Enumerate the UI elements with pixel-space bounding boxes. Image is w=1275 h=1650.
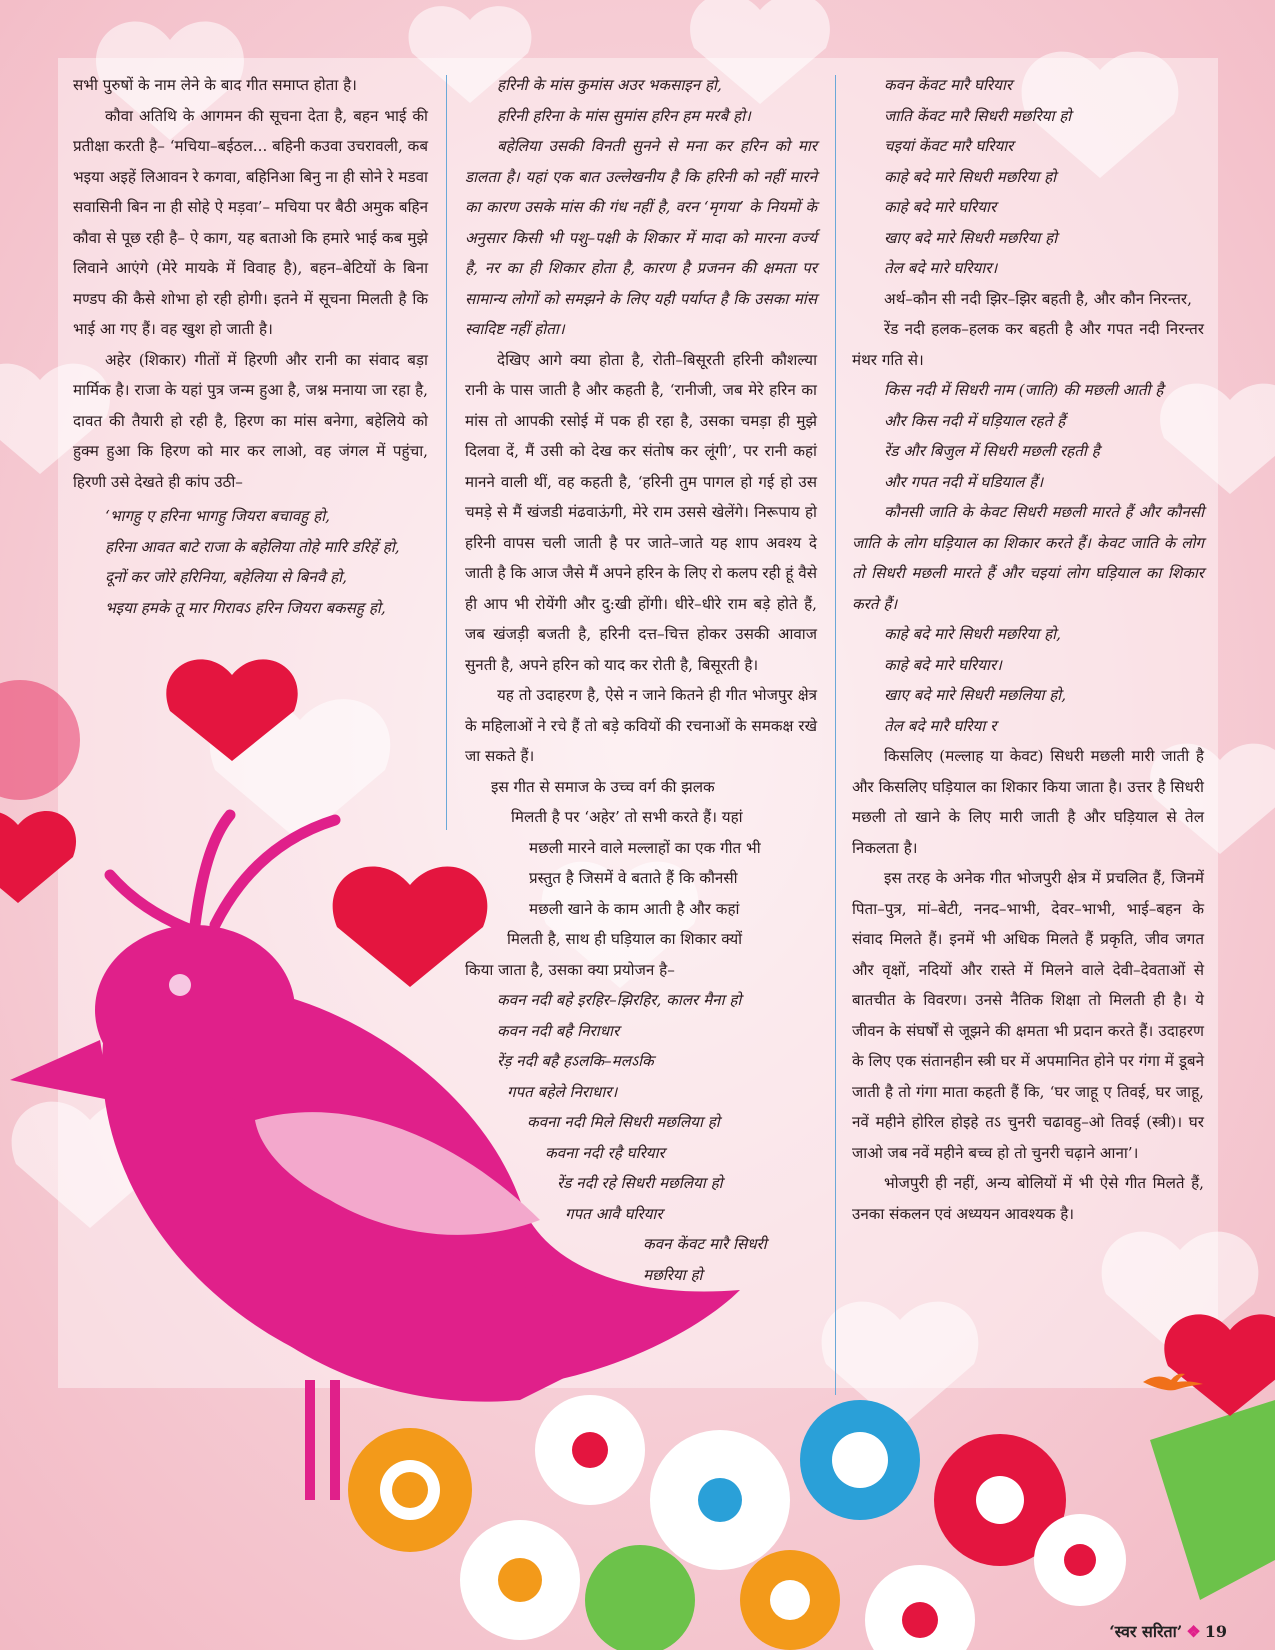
verse-line: गपत आवै घरियार (565, 1204, 663, 1223)
verse-line: कवन केंवट मारै सिधरी (643, 1235, 767, 1253)
italic-line: खाए बदे मारे सिधरी मछलिया हो, (884, 686, 1067, 704)
paragraph-line: मिलती है, साथ ही घड़ियाल का शिकार क्यों (507, 930, 743, 948)
verse-line: हरिना आवत बाटे राजा के बहेलिया तोहे मारि डरिहें हो, (105, 537, 400, 556)
verse-line: जाति केंवट मारै सिधरी मछरिया हो (884, 106, 1072, 125)
paragraph: बहेलिया उसकी विनती सुनने से मना कर हरिन को मार डालता है। यहां एक बात उल्लेखनीय है कि हरिनी को नहीं मारने का कारण उसके मांस की गंध नहीं है, वरन ‘मृगया’ के नियमों के अनुसार किसी भी पशु–पक्षी के शिकार में मादा को मारना वर्ज्य है, नर का ही शिकार होता है, कारण है प्रजनन की क्षमता पर सामान्य लोगों को समझने के लिए यही पर्याप्त है कि उसका मांस स्वादिष्ट नहीं होता। (465, 137, 817, 338)
verse-line: रेंड़ नदी बहै हऽलकि–मलऽकि (497, 1052, 654, 1070)
italic-line: काहे बदे मारे घरियार। (884, 655, 1002, 674)
song-verse (73, 501, 428, 623)
paragraph-line: मछली खाने के काम आती है और कहां (529, 899, 740, 918)
paragraph: देखिए आगे क्या होता है, रोती–बिसूरती हरिनी कौशल्या रानी के पास जाती है और कहती है, ‘रानीजी, जब मेरे हरिन का मांस तो आपकी रसोई में पक ही रहा है, उसका चमड़ा ही मुझे दिलवा दें, मैं उसी को देख कर संतोष कर लूंगी’, पर रानी कहां मानने वाली थीं, वह कहती है, ‘हरिनी तुम पागल हो गई हो उस चमड़े से मैं खंजडी मंढवाऊंगी, मेरे राम उससे खेलेंगे। निरूपाय हो हरिनी वापस चली जाती है पर जाते–जाते यह शाप अवश्य दे जाती है कि आज जैसे मैं अपने हरिन के लिए रो कलप रही हूं वैसे ही आप भी रोयेंगी और दु:खी होंगी। धीरे–धीरे राम बड़े होते हैं, जब खंजड़ी बजती है, हरिनी दत्त–चित्त होकर उसकी आवाज सुनती है, अपने हरिन को याद कर रोती है, बिसूरती है। (465, 350, 817, 674)
verse-line: हरिनी हरिना के मांस सुमांस हरिन हम मरबै हो। (497, 106, 751, 125)
italic-line: काहे बदे मारे सिधरी मछरिया हो, (884, 625, 1061, 643)
italic-line: रेंड और बिजुल में सिधरी मछली रहती है (884, 442, 1100, 460)
verse-line: कवन नदी बहै निराधार (497, 1021, 620, 1040)
verse-line: रेंड नदी रहे सिधरी मछलिया हो (557, 1174, 723, 1192)
column-rule-2 (835, 75, 836, 1395)
verse-line: तेल बदे मारे घरियार। (884, 259, 998, 277)
verse-line: हरिनी के मांस कुमांस अउर भकसाइन हो, (497, 76, 722, 94)
verse-line: कवन केंवट मारै घरियार (884, 76, 1013, 94)
verse-line: भइया हमके तू मार गिरावऽ हरिन जियरा बकसहु हो, (105, 598, 386, 617)
text-column-2 (465, 70, 817, 1290)
verse-line: दूनों कर जोरे हरिनिया, बहेलिया से बिनवै हो, (105, 568, 347, 586)
verse-line: ‘भागहु ए हरिना भागहु जियरा बचावहु हो, (105, 507, 330, 525)
paragraph: अर्थ–कौन सी नदी झिर–झिर बहती है, और कौन निरन्तर, (884, 289, 1192, 308)
column-rule-1 (446, 75, 447, 830)
verse-line: मछरिया हो (643, 1265, 703, 1284)
paragraph-line: मछली मारने वाले मल्लाहों का एक गीत भी (529, 838, 761, 857)
verse-line: कवना नदी मिले सिधरी मछलिया हो (527, 1113, 720, 1131)
page-footer (1109, 1620, 1227, 1642)
verse-line: कवन नदी बहे इरहिर–झिरहिर, कालर मैना हो (497, 991, 742, 1009)
paragraph: किसलिए (मल्लाह या केवट) सिधरी मछली मारी जाती है और किसलिए घड़ियाल का शिकार किया जाता है। उत्तर है सिधरी मछली तो खाने के लिए मारी जाती है और घड़ियाल से तेल निकलता है। (852, 747, 1204, 857)
verse-line: काहे बदे मारे सिधरी मछरिया हो (884, 167, 1057, 186)
verse-line: चइयां केंवट मारै घरियार (884, 137, 1014, 155)
italic-line: और किस नदी में घड़ियाल रहते हैं (884, 411, 1066, 430)
paragraph-line: प्रस्तुत है जिसमें वे बताते हैं कि कौनसी (529, 869, 738, 887)
paragraph: कौवा अतिथि के आगमन की सूचना देता है, बहन भाई की प्रतीक्षा करती है– ‘मचिया–बईठल... बहिनी कउवा उचरावली, कब भइया अइहें लिआवन रे कगवा, बहिनिआ बिनु ना ही सोने रे मडवा सवासिनी बिन ना ही सोहे ऐ मड़वा’– मचिया पर बैठी अमुक बहिन कौवा से पूछ रही है– ऐ काग, यह बताओ कि हमारे भाई कब मुझे लिवाने आएंगे (मेरे मायके में विवाह है), बहन–बेटियों के बिना मण्डप की कैसे शोभा हो रही होगी। इतने में सूचना मिलती है कि भाई आ गए हैं। वह खुश हो जाती है। (73, 106, 428, 338)
song-verse (465, 70, 817, 131)
paragraph: रेंड नदी हलक–हलक कर बहती है और गपत नदी निरन्तर मंथर गति से। (852, 320, 1204, 369)
italic-line: किस नदी में सिधरी नाम (जाति) की मछली आती है (884, 381, 1164, 399)
verse-line: गपत बहेले निराधार। (507, 1082, 618, 1101)
paragraph: यह तो उदाहरण है, ऐसे न जाने कितने ही गीत भोजपुर क्षेत्र के महिलाओं ने रचे हैं तो बड़े कवियों की रचनाओं के समकक्ष रखे जा सकते हैं। (465, 686, 817, 765)
paragraph-line: मिलती है पर ‘अहेर’ तो सभी करते हैं। यहां (511, 808, 743, 826)
verse-line: कवना नदी रहै घरियार (545, 1143, 665, 1162)
text-column-1 (73, 70, 428, 623)
text-column-3 (852, 70, 1204, 1229)
song-explanation (852, 375, 1204, 741)
song-verse (852, 70, 1204, 284)
page-number: 19 (1204, 1622, 1227, 1641)
paragraph: भोजपुरी ही नहीं, अन्य बोलियों में भी ऐसे गीत मिलते हैं, उनका संकलन एवं अध्ययन आवश्यक है। (852, 1174, 1204, 1223)
verse-line: काहे बदे मारे घरियार (884, 198, 997, 216)
paragraph: सभी पुरुषों के नाम लेने के बाद गीत समाप्त होता है। (73, 76, 357, 94)
italic-line: और गपत नदी में घडियाल हैं। (884, 472, 1044, 491)
paragraph: अहेर (शिकार) गीतों में हिरणी और रानी का संवाद बड़ा मार्मिक है। राजा के यहां पुत्र जन्म हुआ है, जश्न मनाया जा रहा है, दावत की तैयारी हो रही है, हिरण का मांस बनेगा, बहेलिये को हुक्म हुआ कि हिरण को मार कर लाओ, वह जंगल में पहुंचा, हिरणी उसे देखते ही कांप उठी– (73, 350, 428, 491)
magazine-name: ‘स्वर सरिता’ (1109, 1622, 1183, 1641)
end-mark-bird-icon (1143, 1370, 1203, 1394)
verse-line: खाए बदे मारे सिधरी मछरिया हो (884, 228, 1058, 247)
fishermen-song (465, 985, 817, 1290)
paragraph: इस तरह के अनेक गीत भोजपुरी क्षेत्र में प्रचलित हैं, जिनमें पिता–पुत्र, मां–बेटी, ननद–भाभी, देवर–भाभी, भाई–बहन के संवाद मिलते हैं। इनमें भी अधिक मिलते हैं प्रकृति, जीव जगत और वृक्षों, नदियों और रास्ते में मिलने वाले देवी–देवताओं से बातचीत के विवरण। उनसे नैतिक शिक्षा तो मिलती ही है। ये जीवन के संघर्षों से जूझने की क्षमता भी प्रदान करते हैं। उदाहरण के लिए एक संतानहीन स्त्री घर में अपमानित होने पर गंगा में डूबने जाती है तो गंगा माता कहती हैं कि, ‘घर जाहू ए तिवई, घर जाहू, नवें महीने होरिल होइहे तऽ चुनरी चढावहु–ओ तिवई (स्त्री)। घर जाओ जब नवें महीने बच्च हो तो चुनरी चढ़ाने आना’। (852, 869, 1204, 1162)
italic-line: तेल बदे मारै घरिया र (884, 716, 997, 735)
paragraph-line: इस गीत से समाज के उच्च वर्ग की झलक (491, 777, 715, 796)
ornament-icon: ❖ (1186, 1622, 1201, 1641)
italic-paragraph: कौनसी जाति के केवट सिधरी मछली मारते हैं और कौनसी जाति के लोग घड़ियाल का शिकार करते हैं। केवट जाति के लोग तो सिधरी मछली मारते हैं और चइयां लोग घड़ियाल का शिकार करते हैं। (852, 503, 1204, 613)
paragraph-line: किया जाता है, उसका क्या प्रयोजन है– (465, 960, 675, 979)
